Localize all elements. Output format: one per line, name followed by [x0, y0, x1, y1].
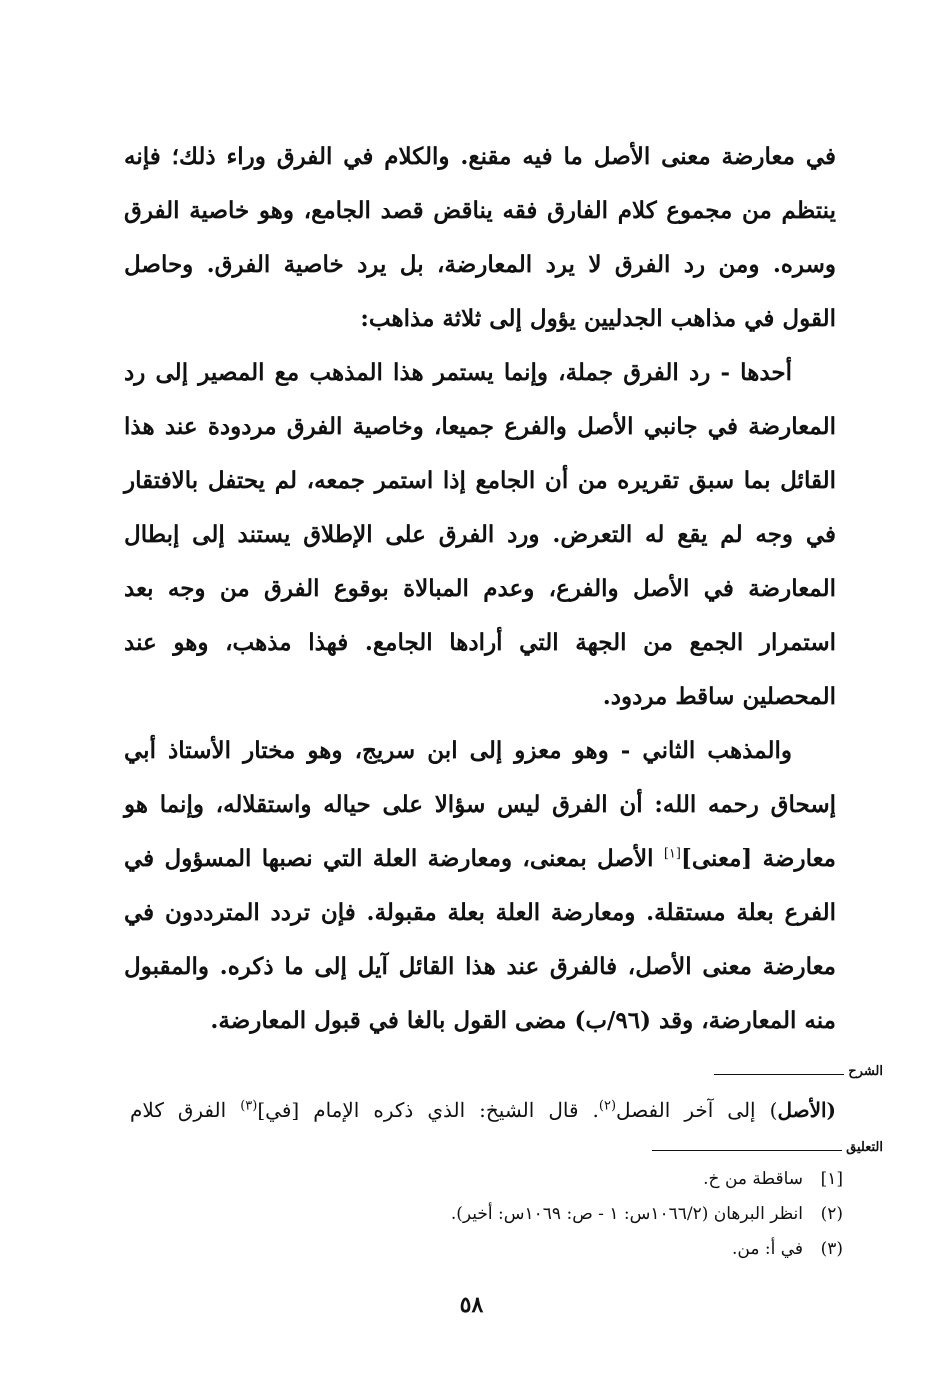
sharh-text-d: الفرق كلام — [130, 1098, 241, 1122]
taliq-heading — [652, 1140, 883, 1155]
footnote-item — [143, 1232, 843, 1267]
sharh-quote-word: الأصل — [777, 1098, 827, 1122]
taliq-rule — [652, 1150, 842, 1151]
paragraph-3-part-a: والمذهب الثاني - وهو معزو إلى ابن سريج، وهو مختار الأستاذ أبي إسحاق رحمه الله: أن الفرق ليس سؤالا على حياله واستقلاله، وإنما هو معارضة [معنى] — [124, 737, 836, 872]
sharh-quote: (الأصل — [777, 1098, 836, 1122]
paragraph-1: في معارضة معنى الأصل ما فيه مقنع. والكلام في الفرق وراء ذلك؛ فإنه ينتظم من مجموع كلام الفارق فقه يناقض قصد الجامع، وهو خاصية الفرق وسره. ومن رد الفرق لا يرد المعارضة، بل يرد خاصية الفرق. وحاصل القول في مذاهب الجدليين يؤول إلى ثلاثة مذاهب: — [124, 143, 836, 332]
footnote-ref-1[interactable]: [١] — [663, 846, 681, 862]
main-text — [124, 130, 836, 1048]
taliq-label: التعليق — [846, 1140, 883, 1155]
footnote-ref-3[interactable]: (٣) — [240, 1098, 258, 1114]
footnote-ref-2[interactable]: (٢) — [598, 1098, 617, 1114]
sharh-text-c: . قال الشيخ: الذي ذكره الإمام [في] — [257, 1098, 599, 1122]
footnotes — [143, 1162, 843, 1267]
page-number: ٥٨ — [459, 1292, 484, 1318]
footnote-number: [١] — [820, 1169, 843, 1189]
footnote-number: (٣) — [820, 1239, 843, 1259]
paragraph-3 — [124, 724, 836, 1048]
footnote-item — [143, 1162, 843, 1197]
sharh-label: الشرح — [848, 1064, 883, 1079]
footnote-text: في أ: من. — [731, 1239, 803, 1259]
footnote-number: (٢) — [820, 1204, 843, 1224]
paragraph-2: أحدها - رد الفرق جملة، وإنما يستمر هذا المذهب مع المصير إلى رد المعارضة في جانبي الأصل والفرع جميعا، وخاصية الفرق مردودة عند هذا القائل بما سبق تقريره من أن الجامع إذا استمر جمعه، لم يحتفل بالافتقار في وجه لم يقع له التعرض. ورد الفرق على الإطلاق يستند إلى إبطال المعارضة في الأصل والفرع، وعدم المبالاة بوقوع الفرق من وجه بعد استمرار الجمع من الجهة التي أرادها الجامع. فهذا مذهب، وهو عند المحصلين ساقط مردود. — [124, 359, 836, 710]
footnote-text: ساقطة من خ. — [703, 1169, 803, 1189]
footnote-text: انظر البرهان (١٠٦٦/٢س: ١ - ص: ١٠٦٩س: أخير). — [450, 1204, 803, 1224]
sharh-text — [130, 1090, 836, 1130]
footnote-item — [143, 1197, 843, 1232]
sharh-heading — [714, 1064, 883, 1079]
sharh-rule — [714, 1074, 844, 1075]
paragraph-3-part-b: الأصل بمعنى، ومعارضة العلة التي نصبها المسؤول في الفرع بعلة مستقلة. ومعارضة العلة بعلة مقبولة. فإن تردد المترددون في معارضة معنى الأصل، فالفرق عند هذا القائل آيل إلى ما ذكره. والمقبول منه المعارضة، وقد (٩٦/ب) مضى القول بالغا في قبول المعارضة. — [124, 845, 836, 1034]
sharh-text-b: ) إلى آخر الفصل — [616, 1098, 778, 1122]
